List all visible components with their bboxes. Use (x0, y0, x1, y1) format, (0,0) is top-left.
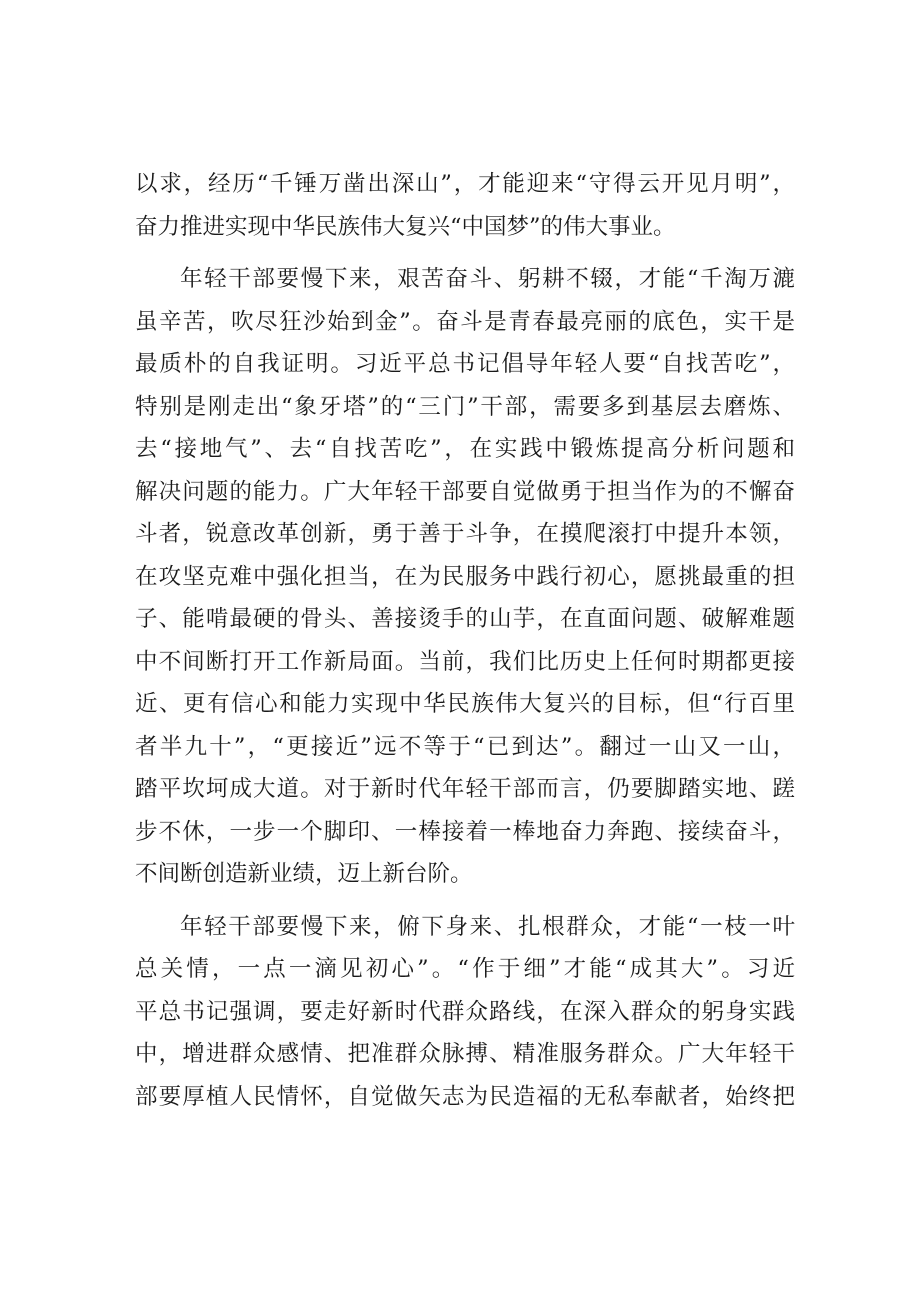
text-line: 斗者，锐意改革创新，勇于善于斗争，在摸爬滚打中提升本领， (135, 521, 795, 547)
text-line: 最质朴的自我证明。习近平总书记倡导年轻人要“自找苦吃”， (135, 351, 795, 377)
text-line: 者半九十”，“更接近”远不等于“已到达”。翻过一山又一山， (135, 733, 795, 760)
text-line: 平总书记强调，要走好新时代群众路线，在深入群众的躬身实践 (135, 998, 795, 1025)
text-line: 中不间断打开工作新局面。当前，我们比历史上任何时期都更接 (135, 648, 795, 675)
paragraph-2 (135, 258, 795, 896)
text-line: 中，增进群众感情、把准群众脉搏、精准服务群众。广大年轻干 (135, 1041, 795, 1067)
text-line: 踏平坎坷成大道。对于新时代年轻干部而言，仍要脚踏实地、蹉 (135, 776, 795, 802)
text-line: 年轻干部要慢下来，艰苦奋斗、躬耕不辍，才能“千淘万漉 (180, 266, 795, 292)
text-line: 部要厚植人民情怀，自觉做矢志为民造福的无私奉献者，始终把 (135, 1083, 795, 1110)
text-line: 总关情，一点一滴见初心”。“作于细”才能“成其大”。习近 (135, 956, 795, 982)
text-line: 特别是刚走出“象牙塔”的“三门”干部，需要多到基层去磨炼、 (135, 393, 795, 420)
document-body (135, 163, 795, 1118)
text-line: 不间断创造新业绩，迈上新台阶。 (135, 861, 473, 887)
text-line: 近、更有信心和能力实现中华民族伟大复兴的目标，但“行百里 (135, 691, 795, 717)
text-line: 虽辛苦，吹尽狂沙始到金”。奋斗是青春最亮丽的底色，实干是 (135, 308, 795, 335)
text-line: 步不休，一步一个脚印、一棒接着一棒地奋力奔跑、接续奋斗， (135, 818, 795, 845)
text-line: 去“接地气”、去“自找苦吃”，在实践中锻炼提高分析问题和 (135, 436, 795, 462)
text-line: 子、能啃最硬的骨头、善接烫手的山芋，在直面问题、破解难题 (135, 606, 795, 632)
text-line: 在攻坚克难中强化担当，在为民服务中践行初心，愿挑最重的担 (135, 563, 795, 590)
text-line: 以求，经历“千锤万凿出深山”，才能迎来“守得云开见月明”， (135, 171, 795, 197)
paragraph-3 (135, 906, 795, 1119)
text-line: 年轻干部要慢下来，俯下身来、扎根群众，才能“一枝一叶 (180, 913, 795, 940)
text-line: 解决问题的能力。广大年轻干部要自觉做勇于担当作为的不懈奋 (135, 478, 795, 505)
text-line: 奋力推进实现中华民族伟大复兴“中国梦”的伟大事业。 (135, 213, 676, 240)
paragraph-1 (135, 163, 795, 248)
